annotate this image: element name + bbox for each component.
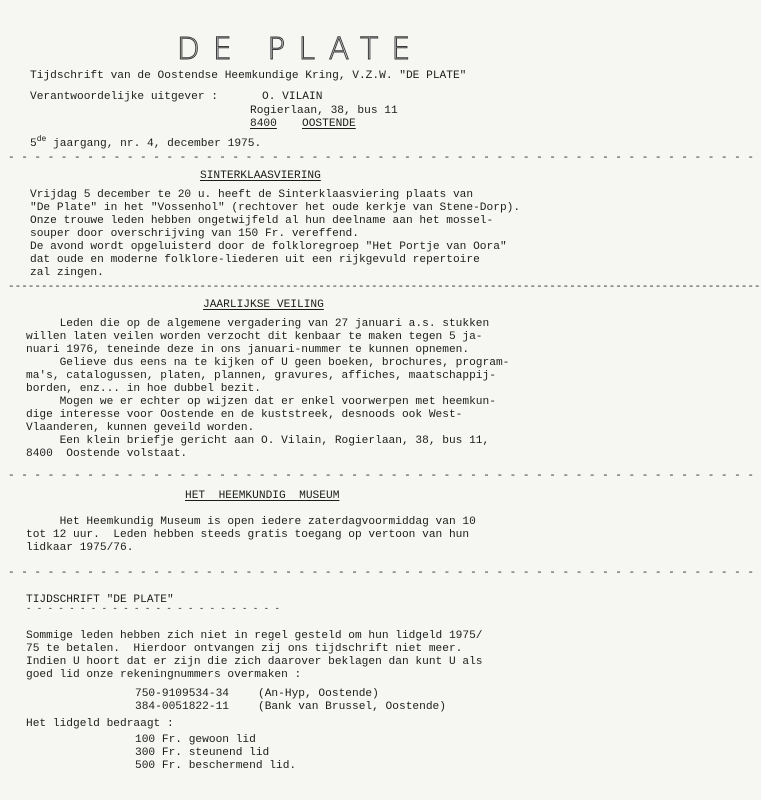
paragraph-line: ma's, catalogussen, platen, plannen, gravures, affiches, maatschappij- [26,370,496,382]
section-heading-museum: HET HEEMKUNDIG MUSEUM [185,490,340,502]
divider: - - - - - - - - - - - - - - - - - - - - - - - - - - - - - - - - - - - - - - - - - - - - - - - - - - - - - - - - - [8,567,754,579]
paragraph-line: Leden die op de algemene vergadering van 27 januari a.s. stukken [26,318,490,330]
paragraph-line: lidkaar 1975/76. [26,542,134,554]
paragraph-line: willen laten veilen worden verzocht dit kenbaar te maken tegen 5 ja- [26,331,483,343]
issue-details: jaargang, nr. 4, december 1975. [53,138,262,150]
paragraph-line: goed lid onze rekeningnummers overmaken : [26,669,302,681]
paragraph-line: Gelieve dus eens na te kijken of U geen boeken, brochures, program- [26,357,510,369]
paragraph-line: souper door overschrijving van 150 Fr. vereffend. [30,228,359,240]
paragraph-line: dat oude en moderne folklore-liederen uit een rijkgevuld repertoire [30,254,480,266]
section-heading-sinterklaas: SINTERKLAASVIERING [200,170,321,182]
address-postcode: 8400 [250,118,277,130]
paragraph-line: 8400 Oostende volstaat. [26,448,188,460]
paragraph-line: 75 te betalen. Hierdoor ontvangen zij ons tijdschrift niet meer. [26,643,463,655]
paragraph-line: De avond wordt opgeluisterd door de folkloregroep "Het Portje van Oora" [30,241,507,253]
fee-item: 500 Fr. beschermend lid. [135,760,297,772]
publisher-name: O. VILAIN [262,91,323,103]
account-number: 384-0051822-11 [135,701,229,713]
issue-number: 5 [30,138,37,150]
paragraph-line: Een klein briefje gericht aan O. Vilain, Rogierlaan, 38, bus 11, [26,435,490,447]
account-number: 750-9109534-34 [135,688,229,700]
paragraph-line: "De Plate" in het "Vossenhol" (rechtover het oude kerkje van Stene-Dorp). [30,202,521,214]
fee-item: 100 Fr. gewoon lid [135,734,256,746]
masthead-title: DE PLATE [176,32,424,67]
paragraph-line: Vlaanderen, kunnen geveild worden. [26,422,255,434]
account-bank: (An-Hyp, Oostende) [258,688,379,700]
address-city: OOSTENDE [302,118,356,130]
paragraph-line: Het Heemkundig Museum is open iedere zaterdagvoormiddag van 10 [26,516,476,528]
paragraph-line: nuari 1976, teneinde deze in ons januari-nummer te kunnen opnemen. [26,344,470,356]
paragraph-line: Sommige leden hebben zich niet in regel gesteld om hun lidgeld 1975/ [26,630,483,642]
divider: ------------------------------------------------------------------------------------------------------------------ [8,281,761,293]
divider: - - - - - - - - - - - - - - - - - - - - - - - - - - - - - - - - - - - - - - - - - - - - - - - - - - - - - - - - - [8,152,754,164]
paragraph-line: zal zingen. [30,267,104,279]
paragraph-line: tot 12 uur. Leden hebben steeds gratis toegang op vertoon van hun [26,529,470,541]
fee-label: Het lidgeld bedraagt : [26,718,174,730]
publisher-label: Verantwoordelijke uitgever : [30,91,218,103]
section-heading-veiling: JAARLIJKSE VEILING [203,299,324,311]
heading-underline: - - - - - - - - - - - - - - - - - - - - - - - - [26,604,280,614]
paragraph-line: Indien U hoort dat er zijn die zich daarover beklagen dan kunt U als [26,656,483,668]
paragraph-line: Onze trouwe leden hebben ongetwijfeld al hun deelname aan het mossel- [30,215,494,227]
paragraph-line: borden, enz... in hoe dubbel bezit. [26,383,261,395]
fee-item: 300 Fr. steunend lid [135,747,270,759]
subtitle: Tijdschrift van de Oostendse Heemkundige Kring, V.Z.W. "DE PLATE" [30,70,467,82]
divider: - - - - - - - - - - - - - - - - - - - - - - - - - - - - - - - - - - - - - - - - - - - - - - - - - - - - - - - - - [8,470,754,482]
issue-suffix: de [36,135,47,144]
issue-line [30,133,261,151]
address-street: Rogierlaan, 38, bus 11 [250,105,398,117]
section-heading-tijdschrift: TIJDSCHRIFT "DE PLATE" [26,594,174,606]
paragraph-line: Mogen we er echter op wijzen dat er enkel voorwerpen met heemkun- [26,396,496,408]
paragraph-line: dige interesse voor Oostende en de kuststreek, desnoods ook West- [26,409,463,421]
account-bank: (Bank van Brussel, Oostende) [258,701,446,713]
paragraph-line: Vrijdag 5 december te 20 u. heeft de Sinterklaasviering plaats van [30,189,474,201]
